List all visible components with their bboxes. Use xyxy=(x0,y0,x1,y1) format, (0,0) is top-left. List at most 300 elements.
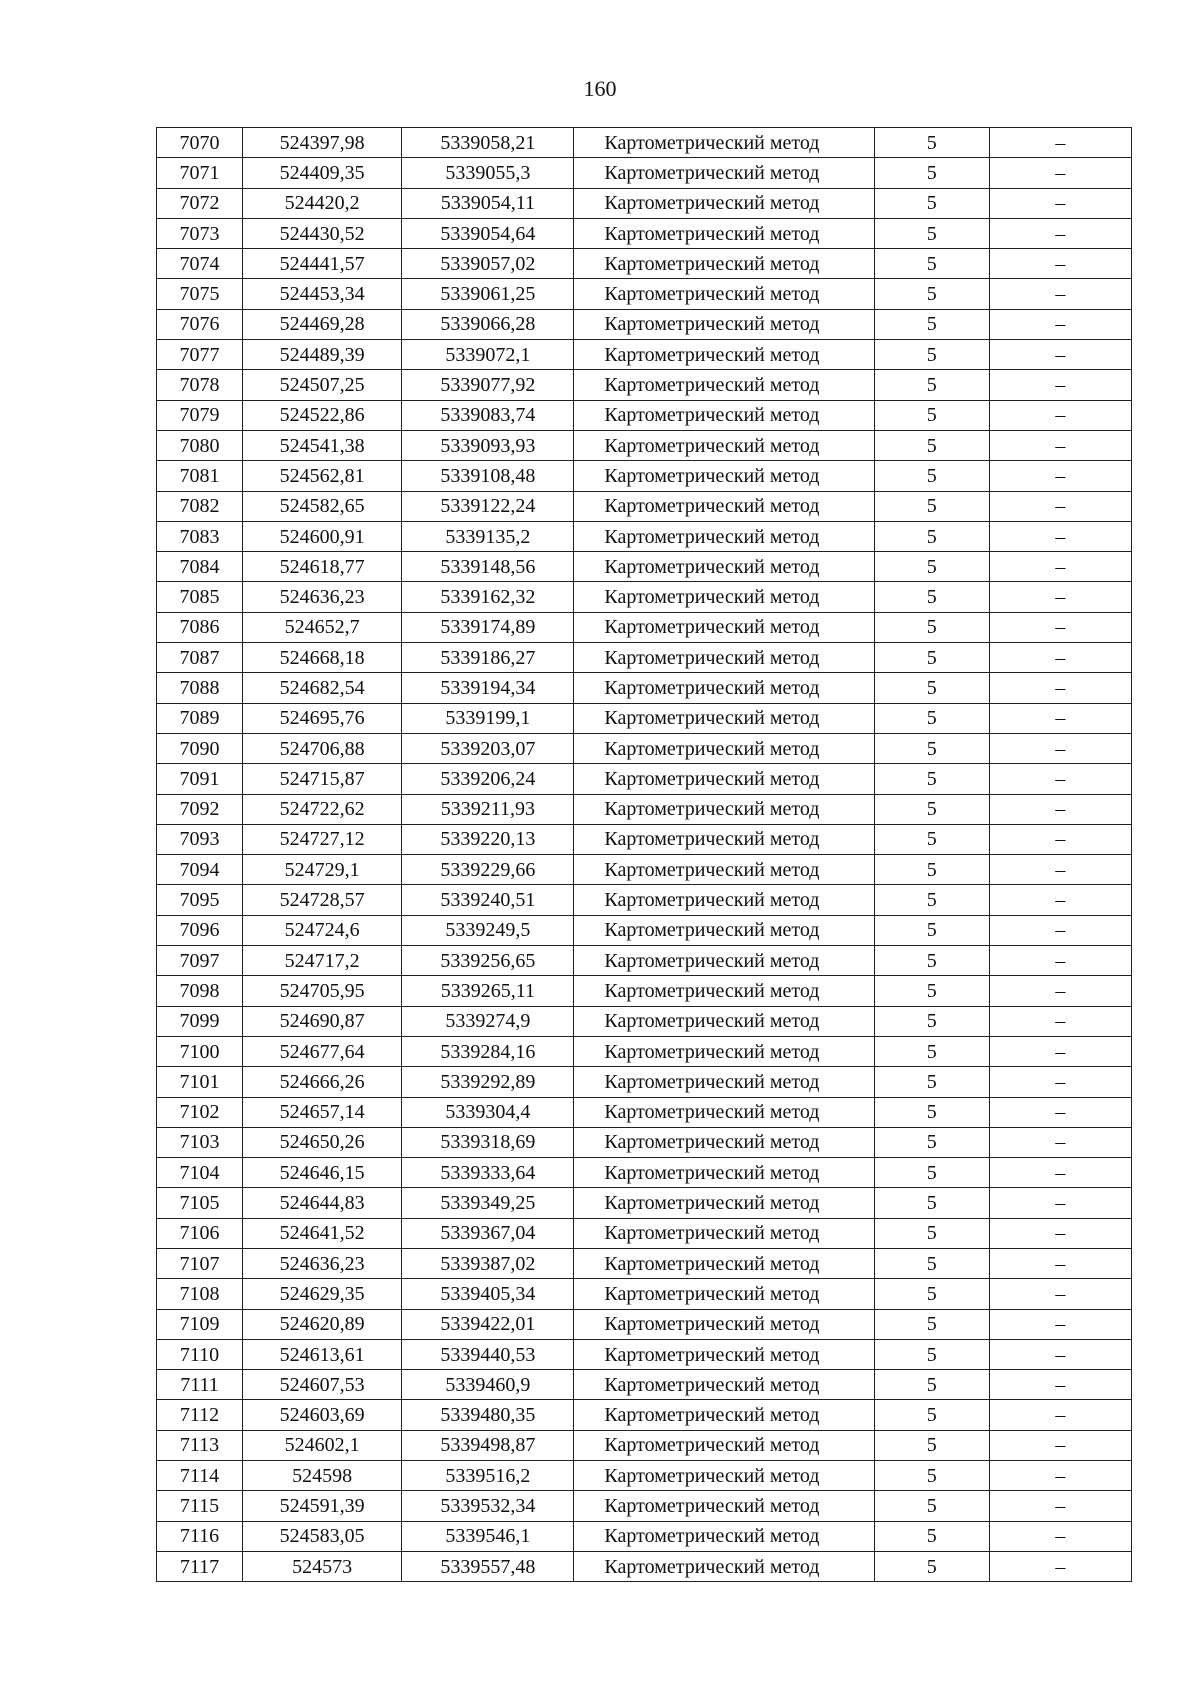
y-coordinate-cell: 5339061,25 xyxy=(402,279,574,309)
y-coordinate-cell: 5339240,51 xyxy=(402,885,574,915)
point-number-cell: 7072 xyxy=(157,188,243,218)
x-coordinate-cell: 524722,62 xyxy=(243,794,402,824)
accuracy-cell: 5 xyxy=(874,824,989,854)
method-cell: Картометрический метод xyxy=(574,340,874,370)
point-number-cell: 7078 xyxy=(157,370,243,400)
y-coordinate-cell: 5339249,5 xyxy=(402,915,574,945)
x-coordinate-cell: 524600,91 xyxy=(243,521,402,551)
y-coordinate-cell: 5339274,9 xyxy=(402,1006,574,1036)
table-row xyxy=(157,309,1132,339)
description-cell: – xyxy=(989,1430,1131,1460)
accuracy-cell: 5 xyxy=(874,1127,989,1157)
x-coordinate-cell: 524607,53 xyxy=(243,1370,402,1400)
accuracy-cell: 5 xyxy=(874,643,989,673)
table-row xyxy=(157,1339,1132,1369)
description-cell: – xyxy=(989,673,1131,703)
table-row xyxy=(157,643,1132,673)
x-coordinate-cell: 524620,89 xyxy=(243,1309,402,1339)
point-number-cell: 7115 xyxy=(157,1491,243,1521)
x-coordinate-cell: 524583,05 xyxy=(243,1521,402,1551)
point-number-cell: 7077 xyxy=(157,340,243,370)
description-cell: – xyxy=(989,340,1131,370)
y-coordinate-cell: 5339256,65 xyxy=(402,946,574,976)
method-cell: Картометрический метод xyxy=(574,915,874,945)
method-cell: Картометрический метод xyxy=(574,521,874,551)
point-number-cell: 7098 xyxy=(157,976,243,1006)
x-coordinate-cell: 524666,26 xyxy=(243,1067,402,1097)
x-coordinate-cell: 524650,26 xyxy=(243,1127,402,1157)
method-cell: Картометрический метод xyxy=(574,946,874,976)
point-number-cell: 7112 xyxy=(157,1400,243,1430)
description-cell: – xyxy=(989,1218,1131,1248)
table-row xyxy=(157,733,1132,763)
method-cell: Картометрический метод xyxy=(574,703,874,733)
y-coordinate-cell: 5339367,04 xyxy=(402,1218,574,1248)
method-cell: Картометрический метод xyxy=(574,673,874,703)
accuracy-cell: 5 xyxy=(874,521,989,551)
y-coordinate-cell: 5339229,66 xyxy=(402,855,574,885)
method-cell: Картометрический метод xyxy=(574,1248,874,1278)
y-coordinate-cell: 5339057,02 xyxy=(402,249,574,279)
point-number-cell: 7091 xyxy=(157,764,243,794)
point-number-cell: 7097 xyxy=(157,946,243,976)
description-cell: – xyxy=(989,188,1131,218)
description-cell: – xyxy=(989,461,1131,491)
description-cell: – xyxy=(989,1491,1131,1521)
table-row xyxy=(157,400,1132,430)
y-coordinate-cell: 5339220,13 xyxy=(402,824,574,854)
description-cell: – xyxy=(989,1309,1131,1339)
accuracy-cell: 5 xyxy=(874,128,989,158)
point-number-cell: 7080 xyxy=(157,430,243,460)
y-coordinate-cell: 5339199,1 xyxy=(402,703,574,733)
x-coordinate-cell: 524420,2 xyxy=(243,188,402,218)
y-coordinate-cell: 5339054,11 xyxy=(402,188,574,218)
y-coordinate-cell: 5339292,89 xyxy=(402,1067,574,1097)
x-coordinate-cell: 524728,57 xyxy=(243,885,402,915)
method-cell: Картометрический метод xyxy=(574,491,874,521)
table-row xyxy=(157,1491,1132,1521)
table-row xyxy=(157,218,1132,248)
table-row xyxy=(157,279,1132,309)
table-row xyxy=(157,430,1132,460)
x-coordinate-cell: 524724,6 xyxy=(243,915,402,945)
method-cell: Картометрический метод xyxy=(574,976,874,1006)
point-number-cell: 7073 xyxy=(157,218,243,248)
x-coordinate-cell: 524409,35 xyxy=(243,158,402,188)
x-coordinate-cell: 524602,1 xyxy=(243,1430,402,1460)
point-number-cell: 7099 xyxy=(157,1006,243,1036)
method-cell: Картометрический метод xyxy=(574,158,874,188)
x-coordinate-cell: 524690,87 xyxy=(243,1006,402,1036)
accuracy-cell: 5 xyxy=(874,1370,989,1400)
description-cell: – xyxy=(989,764,1131,794)
method-cell: Картометрический метод xyxy=(574,1461,874,1491)
description-cell: – xyxy=(989,1097,1131,1127)
accuracy-cell: 5 xyxy=(874,1218,989,1248)
method-cell: Картометрический метод xyxy=(574,582,874,612)
x-coordinate-cell: 524705,95 xyxy=(243,976,402,1006)
table-row xyxy=(157,128,1132,158)
table-row xyxy=(157,703,1132,733)
y-coordinate-cell: 5339460,9 xyxy=(402,1370,574,1400)
y-coordinate-cell: 5339480,35 xyxy=(402,1400,574,1430)
point-number-cell: 7093 xyxy=(157,824,243,854)
x-coordinate-cell: 524603,69 xyxy=(243,1400,402,1430)
table-row xyxy=(157,552,1132,582)
y-coordinate-cell: 5339162,32 xyxy=(402,582,574,612)
accuracy-cell: 5 xyxy=(874,1400,989,1430)
accuracy-cell: 5 xyxy=(874,1158,989,1188)
table-row xyxy=(157,1097,1132,1127)
method-cell: Картометрический метод xyxy=(574,461,874,491)
y-coordinate-cell: 5339318,69 xyxy=(402,1127,574,1157)
point-number-cell: 7107 xyxy=(157,1248,243,1278)
method-cell: Картометрический метод xyxy=(574,1158,874,1188)
y-coordinate-cell: 5339532,34 xyxy=(402,1491,574,1521)
description-cell: – xyxy=(989,1339,1131,1369)
table-row xyxy=(157,1158,1132,1188)
method-cell: Картометрический метод xyxy=(574,1521,874,1551)
accuracy-cell: 5 xyxy=(874,218,989,248)
x-coordinate-cell: 524715,87 xyxy=(243,764,402,794)
x-coordinate-cell: 524652,7 xyxy=(243,612,402,642)
point-number-cell: 7104 xyxy=(157,1158,243,1188)
accuracy-cell: 5 xyxy=(874,340,989,370)
point-number-cell: 7103 xyxy=(157,1127,243,1157)
table-row xyxy=(157,1188,1132,1218)
description-cell: – xyxy=(989,855,1131,885)
y-coordinate-cell: 5339211,93 xyxy=(402,794,574,824)
accuracy-cell: 5 xyxy=(874,1188,989,1218)
x-coordinate-cell: 524695,76 xyxy=(243,703,402,733)
point-number-cell: 7070 xyxy=(157,128,243,158)
description-cell: – xyxy=(989,1188,1131,1218)
x-coordinate-cell: 524469,28 xyxy=(243,309,402,339)
x-coordinate-cell: 524727,12 xyxy=(243,824,402,854)
page-number: 160 xyxy=(583,76,617,101)
method-cell: Картометрический метод xyxy=(574,764,874,794)
y-coordinate-cell: 5339194,34 xyxy=(402,673,574,703)
description-cell: – xyxy=(989,552,1131,582)
y-coordinate-cell: 5339206,24 xyxy=(402,764,574,794)
accuracy-cell: 5 xyxy=(874,764,989,794)
method-cell: Картометрический метод xyxy=(574,1218,874,1248)
description-cell: – xyxy=(989,915,1131,945)
accuracy-cell: 5 xyxy=(874,1036,989,1066)
method-cell: Картометрический метод xyxy=(574,279,874,309)
description-cell: – xyxy=(989,1521,1131,1551)
accuracy-cell: 5 xyxy=(874,1067,989,1097)
y-coordinate-cell: 5339304,4 xyxy=(402,1097,574,1127)
method-cell: Картометрический метод xyxy=(574,1006,874,1036)
description-cell: – xyxy=(989,430,1131,460)
y-coordinate-cell: 5339546,1 xyxy=(402,1521,574,1551)
coordinates-table-body xyxy=(157,128,1132,1582)
table-row xyxy=(157,370,1132,400)
table-row xyxy=(157,249,1132,279)
y-coordinate-cell: 5339440,53 xyxy=(402,1339,574,1369)
point-number-cell: 7110 xyxy=(157,1339,243,1369)
table-row xyxy=(157,340,1132,370)
y-coordinate-cell: 5339058,21 xyxy=(402,128,574,158)
x-coordinate-cell: 524489,39 xyxy=(243,340,402,370)
table-row xyxy=(157,1127,1132,1157)
description-cell: – xyxy=(989,158,1131,188)
method-cell: Картометрический метод xyxy=(574,309,874,339)
description-cell: – xyxy=(989,1158,1131,1188)
accuracy-cell: 5 xyxy=(874,1279,989,1309)
table-row xyxy=(157,764,1132,794)
y-coordinate-cell: 5339265,11 xyxy=(402,976,574,1006)
description-cell: – xyxy=(989,128,1131,158)
point-number-cell: 7111 xyxy=(157,1370,243,1400)
description-cell: – xyxy=(989,643,1131,673)
y-coordinate-cell: 5339148,56 xyxy=(402,552,574,582)
y-coordinate-cell: 5339498,87 xyxy=(402,1430,574,1460)
table-row xyxy=(157,946,1132,976)
y-coordinate-cell: 5339186,27 xyxy=(402,643,574,673)
x-coordinate-cell: 524682,54 xyxy=(243,673,402,703)
method-cell: Картометрический метод xyxy=(574,1309,874,1339)
description-cell: – xyxy=(989,218,1131,248)
method-cell: Картометрический метод xyxy=(574,1279,874,1309)
x-coordinate-cell: 524591,39 xyxy=(243,1491,402,1521)
accuracy-cell: 5 xyxy=(874,279,989,309)
x-coordinate-cell: 524598 xyxy=(243,1461,402,1491)
point-number-cell: 7074 xyxy=(157,249,243,279)
method-cell: Картометрический метод xyxy=(574,128,874,158)
point-number-cell: 7079 xyxy=(157,400,243,430)
y-coordinate-cell: 5339349,25 xyxy=(402,1188,574,1218)
y-coordinate-cell: 5339077,92 xyxy=(402,370,574,400)
accuracy-cell: 5 xyxy=(874,1248,989,1278)
description-cell: – xyxy=(989,582,1131,612)
description-cell: – xyxy=(989,703,1131,733)
method-cell: Картометрический метод xyxy=(574,430,874,460)
x-coordinate-cell: 524573 xyxy=(243,1551,402,1581)
x-coordinate-cell: 524729,1 xyxy=(243,855,402,885)
accuracy-cell: 5 xyxy=(874,158,989,188)
method-cell: Картометрический метод xyxy=(574,885,874,915)
table-row xyxy=(157,461,1132,491)
coordinates-table xyxy=(156,127,1132,1582)
accuracy-cell: 5 xyxy=(874,1430,989,1460)
point-number-cell: 7084 xyxy=(157,552,243,582)
table-row xyxy=(157,1218,1132,1248)
table-row xyxy=(157,1248,1132,1278)
point-number-cell: 7083 xyxy=(157,521,243,551)
y-coordinate-cell: 5339405,34 xyxy=(402,1279,574,1309)
accuracy-cell: 5 xyxy=(874,370,989,400)
point-number-cell: 7113 xyxy=(157,1430,243,1460)
description-cell: – xyxy=(989,824,1131,854)
table-row xyxy=(157,885,1132,915)
method-cell: Картометрический метод xyxy=(574,1551,874,1581)
table-row xyxy=(157,855,1132,885)
x-coordinate-cell: 524582,65 xyxy=(243,491,402,521)
x-coordinate-cell: 524677,64 xyxy=(243,1036,402,1066)
accuracy-cell: 5 xyxy=(874,673,989,703)
method-cell: Картометрический метод xyxy=(574,1430,874,1460)
x-coordinate-cell: 524613,61 xyxy=(243,1339,402,1369)
table-row xyxy=(157,1461,1132,1491)
table-row xyxy=(157,491,1132,521)
y-coordinate-cell: 5339135,2 xyxy=(402,521,574,551)
table-row xyxy=(157,188,1132,218)
point-number-cell: 7114 xyxy=(157,1461,243,1491)
description-cell: – xyxy=(989,976,1131,1006)
x-coordinate-cell: 524507,25 xyxy=(243,370,402,400)
accuracy-cell: 5 xyxy=(874,430,989,460)
y-coordinate-cell: 5339083,74 xyxy=(402,400,574,430)
method-cell: Картометрический метод xyxy=(574,855,874,885)
description-cell: – xyxy=(989,491,1131,521)
x-coordinate-cell: 524397,98 xyxy=(243,128,402,158)
table-row xyxy=(157,824,1132,854)
method-cell: Картометрический метод xyxy=(574,1188,874,1218)
point-number-cell: 7100 xyxy=(157,1036,243,1066)
accuracy-cell: 5 xyxy=(874,794,989,824)
table-row xyxy=(157,1006,1132,1036)
description-cell: – xyxy=(989,1127,1131,1157)
table-row xyxy=(157,158,1132,188)
accuracy-cell: 5 xyxy=(874,946,989,976)
description-cell: – xyxy=(989,1461,1131,1491)
x-coordinate-cell: 524706,88 xyxy=(243,733,402,763)
accuracy-cell: 5 xyxy=(874,249,989,279)
description-cell: – xyxy=(989,1036,1131,1066)
accuracy-cell: 5 xyxy=(874,1309,989,1339)
description-cell: – xyxy=(989,400,1131,430)
table-row xyxy=(157,794,1132,824)
x-coordinate-cell: 524441,57 xyxy=(243,249,402,279)
point-number-cell: 7094 xyxy=(157,855,243,885)
accuracy-cell: 5 xyxy=(874,1097,989,1127)
point-number-cell: 7076 xyxy=(157,309,243,339)
method-cell: Картометрический метод xyxy=(574,794,874,824)
point-number-cell: 7086 xyxy=(157,612,243,642)
point-number-cell: 7108 xyxy=(157,1279,243,1309)
x-coordinate-cell: 524430,52 xyxy=(243,218,402,248)
x-coordinate-cell: 524629,35 xyxy=(243,1279,402,1309)
table-row xyxy=(157,673,1132,703)
method-cell: Картометрический метод xyxy=(574,1400,874,1430)
x-coordinate-cell: 524453,34 xyxy=(243,279,402,309)
point-number-cell: 7092 xyxy=(157,794,243,824)
method-cell: Картометрический метод xyxy=(574,218,874,248)
method-cell: Картометрический метод xyxy=(574,612,874,642)
y-coordinate-cell: 5339174,89 xyxy=(402,612,574,642)
accuracy-cell: 5 xyxy=(874,976,989,1006)
accuracy-cell: 5 xyxy=(874,552,989,582)
accuracy-cell: 5 xyxy=(874,1521,989,1551)
x-coordinate-cell: 524522,86 xyxy=(243,400,402,430)
table-row xyxy=(157,521,1132,551)
method-cell: Картометрический метод xyxy=(574,1339,874,1369)
accuracy-cell: 5 xyxy=(874,1551,989,1581)
point-number-cell: 7102 xyxy=(157,1097,243,1127)
method-cell: Картометрический метод xyxy=(574,552,874,582)
y-coordinate-cell: 5339054,64 xyxy=(402,218,574,248)
method-cell: Картометрический метод xyxy=(574,1127,874,1157)
method-cell: Картометрический метод xyxy=(574,188,874,218)
accuracy-cell: 5 xyxy=(874,1461,989,1491)
accuracy-cell: 5 xyxy=(874,733,989,763)
description-cell: – xyxy=(989,1279,1131,1309)
description-cell: – xyxy=(989,309,1131,339)
table-row xyxy=(157,1521,1132,1551)
accuracy-cell: 5 xyxy=(874,461,989,491)
description-cell: – xyxy=(989,1006,1131,1036)
accuracy-cell: 5 xyxy=(874,309,989,339)
table-row xyxy=(157,582,1132,612)
y-coordinate-cell: 5339122,24 xyxy=(402,491,574,521)
table-row xyxy=(157,1400,1132,1430)
table-row xyxy=(157,1067,1132,1097)
x-coordinate-cell: 524618,77 xyxy=(243,552,402,582)
y-coordinate-cell: 5339516,2 xyxy=(402,1461,574,1491)
description-cell: – xyxy=(989,794,1131,824)
accuracy-cell: 5 xyxy=(874,1491,989,1521)
table-row xyxy=(157,1279,1132,1309)
table-row xyxy=(157,1370,1132,1400)
point-number-cell: 7090 xyxy=(157,733,243,763)
table-row xyxy=(157,915,1132,945)
y-coordinate-cell: 5339108,48 xyxy=(402,461,574,491)
description-cell: – xyxy=(989,1551,1131,1581)
point-number-cell: 7101 xyxy=(157,1067,243,1097)
point-number-cell: 7095 xyxy=(157,885,243,915)
accuracy-cell: 5 xyxy=(874,400,989,430)
point-number-cell: 7096 xyxy=(157,915,243,945)
method-cell: Картометрический метод xyxy=(574,824,874,854)
point-number-cell: 7106 xyxy=(157,1218,243,1248)
description-cell: – xyxy=(989,885,1131,915)
point-number-cell: 7071 xyxy=(157,158,243,188)
point-number-cell: 7075 xyxy=(157,279,243,309)
method-cell: Картометрический метод xyxy=(574,370,874,400)
description-cell: – xyxy=(989,249,1131,279)
x-coordinate-cell: 524644,83 xyxy=(243,1188,402,1218)
x-coordinate-cell: 524636,23 xyxy=(243,1248,402,1278)
method-cell: Картометрический метод xyxy=(574,733,874,763)
accuracy-cell: 5 xyxy=(874,612,989,642)
table-row xyxy=(157,976,1132,1006)
y-coordinate-cell: 5339557,48 xyxy=(402,1551,574,1581)
x-coordinate-cell: 524636,23 xyxy=(243,582,402,612)
accuracy-cell: 5 xyxy=(874,915,989,945)
accuracy-cell: 5 xyxy=(874,491,989,521)
description-cell: – xyxy=(989,946,1131,976)
description-cell: – xyxy=(989,521,1131,551)
method-cell: Картометрический метод xyxy=(574,643,874,673)
x-coordinate-cell: 524717,2 xyxy=(243,946,402,976)
description-cell: – xyxy=(989,612,1131,642)
description-cell: – xyxy=(989,1067,1131,1097)
y-coordinate-cell: 5339284,16 xyxy=(402,1036,574,1066)
description-cell: – xyxy=(989,1370,1131,1400)
y-coordinate-cell: 5339422,01 xyxy=(402,1309,574,1339)
x-coordinate-cell: 524646,15 xyxy=(243,1158,402,1188)
method-cell: Картометрический метод xyxy=(574,1370,874,1400)
accuracy-cell: 5 xyxy=(874,1339,989,1369)
method-cell: Картометрический метод xyxy=(574,400,874,430)
table-row xyxy=(157,1309,1132,1339)
method-cell: Картометрический метод xyxy=(574,1036,874,1066)
accuracy-cell: 5 xyxy=(874,1006,989,1036)
description-cell: – xyxy=(989,733,1131,763)
